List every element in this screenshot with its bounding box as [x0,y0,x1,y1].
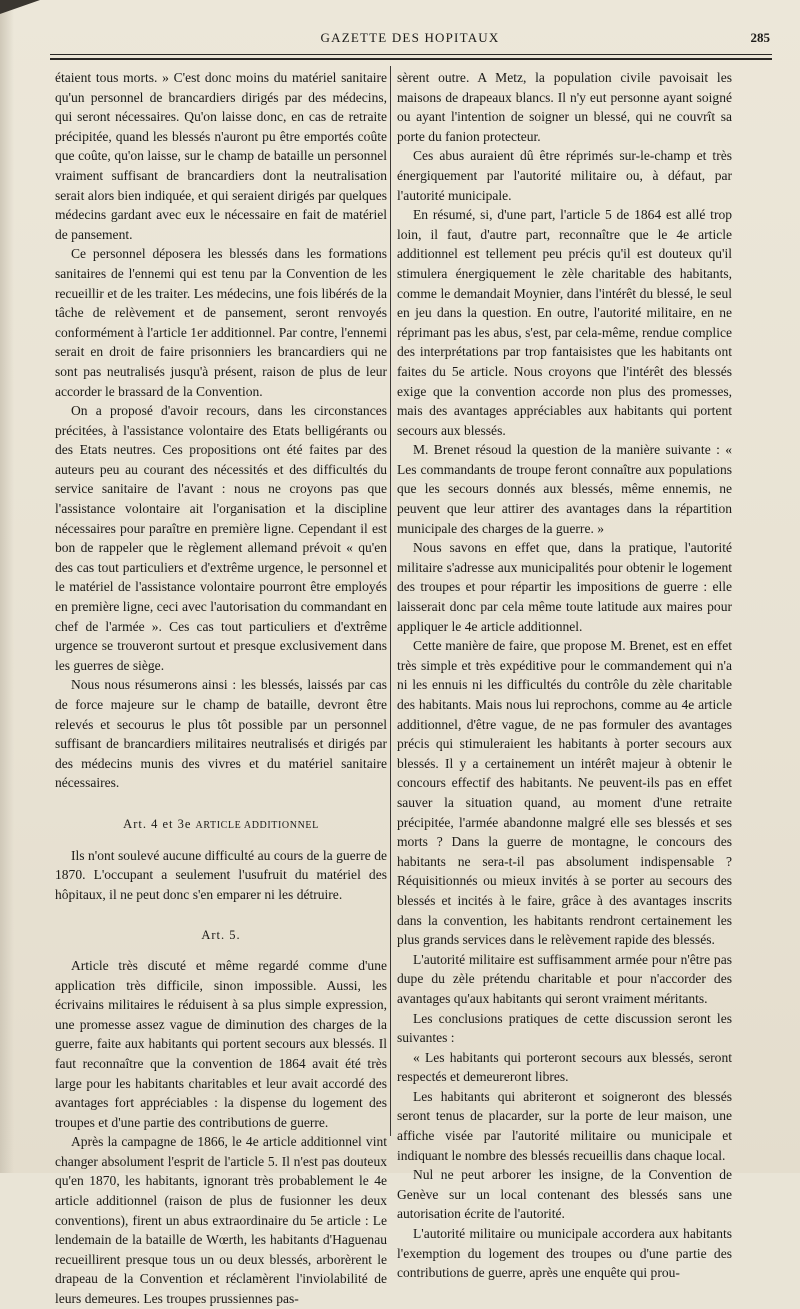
paragraph: Ce personnel déposera les blessés dans les formations sanitaires de l'ennemi qui est tenu par la Convention de les recueillir et de les traiter. Les médecins, une fois libérés de la tâche de relèvement et de pansement, seront renvoyés conformément à l'article 1er additionnel. Par contre, l'ennemi serait en droit de faire prisonniers les brancardiers qui ne sont pas neutralisés jusqu'à présent, raison de plus de leur accorder le brassard de la Convention. [55,246,387,399]
paragraph: En résumé, si, d'une part, l'article 5 de 1864 est allé trop loin, il faut, d'autre part, reconnaître que le 4e article additionnel est tellement peu précis qu'il est douteux qu'il stimulera énergiquement le zèle charitable des habitants, comme le demandait Moynier, dans l'intérêt du blessé, le seul en jeu dans la question. En outre, l'autorité militaire, en ne réprimant pas les abus, s'est, par cela-même, rendue complice des interprétations par trop fantaisistes que les habitants ont faites du 5e article. Nous croyons que l'intérêt des blessés exige que la convention accorde non plus des promesses, mais des avantages appréciables aux habitants qui portent secours aux blessés. [397,207,732,438]
paragraph: sèrent outre. A Metz, la population civile pavoisait les maisons de drapeaux blancs. Il n'y eut personne ayant soigné ou ayant l'intention de soigner un blessé, qui ne couvrît sa porte du fanion protecteur. [397,70,732,144]
section-heading-smallcaps: ARTICLE ADDITIONNEL [195,819,319,831]
paragraph: « Les habitants qui porteront secours aux blessés, seront respectés et demeureront libres. [397,1049,732,1085]
paragraph: Article très discuté et même regardé comme d'une application très difficile, sinon impossible. Aussi, les écrivains militaires le réduisent à sa plus simple expression, une promesse assez vague de diminution des charges de la guerre, faite aux habitants qui portent secours aux blessés. Il faut reconnaître que la convention de 1864 avait été très large pour les habitants charitables et leur avait accordé des avantages fort appréciables : la dispense du logement des troupes et d'une partie des contributions de guerre. [55,957,387,1130]
column-divider [390,66,391,1136]
right-column [397,68,732,1283]
paragraph: Nous savons en effet que, dans la pratique, l'autorité militaire s'adresse aux municipalités pour obtenir le logement des troupes et pour répartir les impositions de guerre : elle laisserait donc par cela même toute latitude aux maires pour appliquer le 4e article additionnel. [397,540,732,634]
section-heading-main: Art. 4 et 3e [123,816,192,831]
section-heading-art-4 [55,815,387,836]
paragraph: Les conclusions pratiques de cette discussion seront les suivantes : [397,1010,732,1046]
paragraph: Ces abus auraient dû être réprimés sur-le-champ et très énergiquement par l'autorité militaire ou, à défaut, par l'autorité municipale. [397,148,732,203]
paragraph: Cette manière de faire, que propose M. Brenet, est en effet très simple et très expéditive pour le commandement qui n'a ni les ennuis ni les difficultés du contrôle du zèle charitable des habitants. Mais nous lui reprochons, comme au 4e article additionnel, d'être vague, de ne pas formuler des avantages précis qui stimuleraient les habitants à porter secours aux blessés. Il y a certainement un intérêt majeur à obtenir le concours effectif des habitants. Ne peuvent-ils pas en effet sauver la situation quand, au moment d'une retraite précipitée, l'armée abandonne malgré elle ses blessés et ses morts ? Dans la guerre de montagne, le concours des habitants ne sera-t-il pas absolument indispensable ? Réquisitionnés ou mieux invités à se porter au secours des blessés et incités à le faire, grâce à des avantages inscrits dans la convention, les habitants rendront certainement les plus grands services dans le relèvement rapide des blessés. [397,638,732,948]
paragraph: Nous nous résumerons ainsi : les blessés, laissés par cas de force majeure sur le champ de bataille, devront être relevés et secourus le plus tôt possible par un personnel suffisant de brancardiers militaires neutralisés et dirigés par des médecins munis des vivres et du matériel sanitaire nécessaires. [55,677,387,791]
page-corner-mark [0,0,40,14]
paragraph: Ils n'ont soulevé aucune difficulté au cours de la guerre de 1870. L'occupant a seulement l'usufruit du matériel des hôpitaux, il ne peut donc s'en emparer ni les détruire. [55,847,387,902]
section-heading-art-5: Art. 5. [201,928,241,943]
paragraph: On a proposé d'avoir recours, dans les circonstances précitées, à l'assistance volontaire des Etats belligérants ou des Etats neutres. Ces propositions ont été faites par des auteurs peu au courant des nécessités et des difficultés du service sanitaire de l'avant : nous ne croyons pas que l'assistance volontaire ait l'organisation et la discipline nécessaires pour paraître en première ligne. Cependant il est bon de rappeler que le règlement allemand prévoit « qu'en des cas tout particuliers et d'extrême urgence, le personnel et le matériel de l'assistance volontaire pourront être employés en première ligne, ceci avec l'autorisation du commandant en chef de l'armée ». Ces cas tout particuliers et d'extrême urgence se trouveront surtout et presque exclusivement dans les guerres de siège. [55,403,387,673]
header-rule-thick [50,58,772,60]
paragraph: M. Brenet résoud la question de la manière suivante : « Les commandants de troupe feront connaître aux populations que les secours donnés aux blessés, même ennemis, ne peuvent que leur attirer des avantages dans la répartition municipale des charges de la guerre. » [397,442,732,536]
paragraph: Les habitants qui abriteront et soigneront des blessés seront tenus de placarder, sur la porte de leur maison, une affiche visée par l'autorité militaire ou municipale et indiquant le nombre des blessés recueillis dans chaque local. [397,1088,732,1163]
page-header [50,28,770,54]
page-fold-shadow [0,0,14,1173]
left-column [55,68,387,1309]
paragraph: Après la campagne de 1866, le 4e article additionnel vint changer absolument l'esprit de l'article 5. Il n'est pas douteux qu'en 1870, les habitants, ignorant très probablement le 4e article additionnel (raison de plus de fusionner les deux conventions), firent un abus extraordinaire du 5e article : Le lendemain de la bataille de Wœrth, les habitants d'Haguenau recueillirent presque tous un ou deux blessés, arborèrent le drapeau de la Convention et réclamèrent l'inviolabilité de leurs demeures. Les troupes prussiennes pas- [55,1134,387,1307]
paragraph: Nul ne peut arborer les insigne, de la Convention de Genève sur un local contenant des blessés sans une autorisation écrite de l'autorité. [397,1167,732,1222]
paragraph: L'autorité militaire est suffisamment armée pour n'être pas dupe du zèle prétendu charitable et pour n'accorder des avantages qu'aux habitants qui seront vraiment méritants. [397,951,732,1006]
header-rule-thin [50,54,772,55]
paragraph: L'autorité militaire ou municipale accordera aux habitants l'exemption du logement des troupes ou d'une partie des contributions de guerre, après une enquête qui prou- [397,1226,732,1281]
running-title: GAZETTE DES HOPITAUX [320,30,500,45]
page-number: 285 [750,30,770,45]
paragraph: étaient tous morts. » C'est donc moins du matériel sanitaire qu'un personnel de brancardiers dirigés par des médecins, qui seront nécessaires. Qu'on laisse donc, en cas de retraite précipitée, quand les blessés n'auront pu être emportés coûte que coûte, qu'on laisse, sur le champ de bataille un personnel vraiment suffisant de brancardiers dont la neutralisation serait alors bien indiquée, et qui seraient dirigés par quelques médecins gardant avec eux le nécessaire en fait de matériel de pansement. [55,70,387,242]
